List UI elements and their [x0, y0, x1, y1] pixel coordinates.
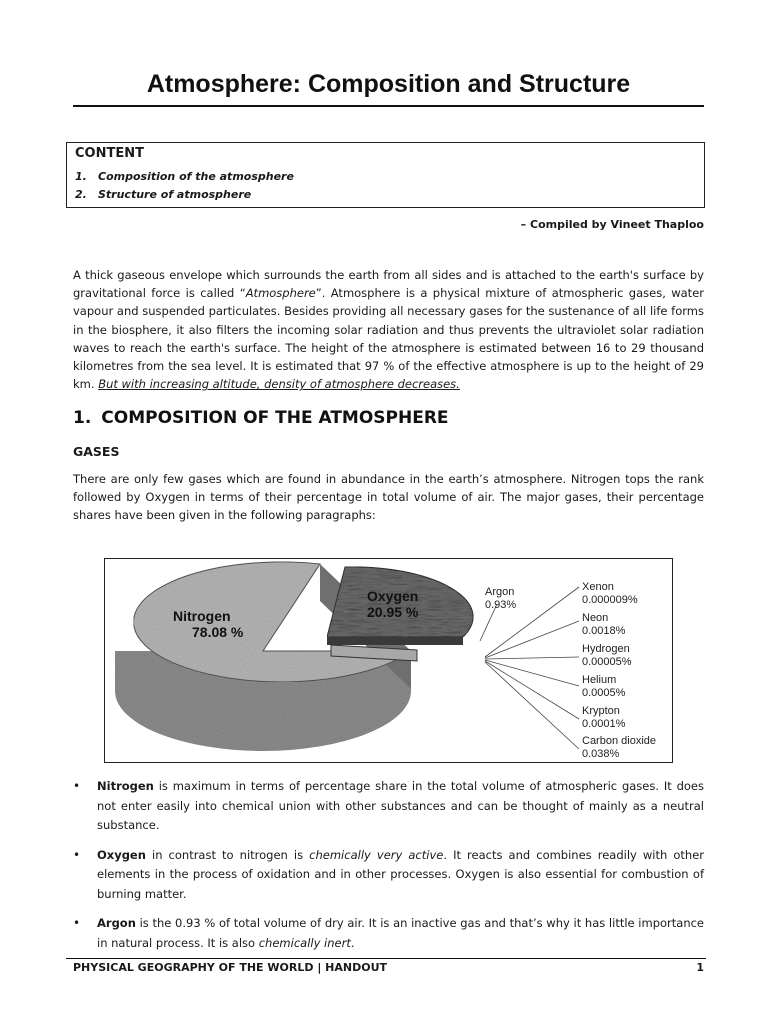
intro-paragraph [73, 266, 704, 393]
intro-text-2: ”. Atmosphere is a physical mixture of atmospheric gases, water vapour and suspended particulates. Besides providing all necessary gases for the sustenance of all life forms in the biosphere, it also filters the incoming solar radiation and thus prevents the ultraviolet solar radiation waves to reach the earth's surface. The height of the atmosphere is estimated between 16 to 29 thousand kilometres from the sea level. It is estimated that 97 % of the effective atmosphere is up to the height of 29 km. [73, 286, 704, 392]
subsection-heading: GASES [73, 444, 120, 459]
page-title: Atmosphere: Composition and Structure [146, 70, 631, 98]
content-item-number: 1. [75, 170, 87, 183]
title-underline [73, 105, 704, 107]
pie-label-xenon-name: Xenon [582, 581, 614, 593]
bullet-text: is maximum in terms of percentage share in the total volume of atmospheric gases. It does not enter easily into chemical union with other substances and can be thought of mainly as a neutral substance. [97, 779, 704, 832]
leader-lines [480, 587, 579, 749]
pie-label-xenon-value: 0.000009% [582, 594, 638, 606]
section-number: 1. [73, 408, 92, 428]
page-number: 1 [696, 961, 704, 974]
pie-label-neon-name: Neon [582, 612, 609, 624]
pie-label-hydrogen-value: 0.00005% [582, 656, 632, 668]
pie-label-oxygen-value: 20.95 % [367, 604, 419, 620]
gas-bullet-list [73, 777, 704, 963]
author-credit: – Compiled by Vineet Thaploo [520, 218, 704, 231]
pie-label-co2-value: 0.038% [582, 748, 620, 760]
pie-label-nitrogen-value: 78.08 % [192, 624, 244, 640]
bullet-term: Argon [97, 916, 136, 930]
pie-label-argon-name: Argon [485, 586, 515, 598]
content-item-label: Composition of the atmosphere [98, 170, 294, 183]
pie-chart-svg [105, 559, 672, 762]
pie-label-argon-value: 0.93% [485, 599, 517, 611]
gases-paragraph: There are only few gases which are found in abundance in the earth’s atmosphere. Nitrogen tops the rank followed by Oxygen in terms of their percentage in total volume of air. The major gases, their percentage shares have been given in the following paragraphs: [73, 472, 704, 523]
pie-label-co2-name: Carbon dioxide [582, 735, 656, 747]
bullet-dot: • [73, 779, 81, 793]
list-item [73, 914, 704, 953]
bullet-text: in contrast to nitrogen is [145, 847, 310, 862]
intro-text-1: A thick gaseous envelope which surrounds the earth from all sides and is attached to the earth's surface by gravitational force is called “ [73, 268, 704, 301]
pie-label-neon-value: 0.0018% [582, 625, 626, 637]
list-item [73, 846, 704, 905]
bullet-emphasis: chemically inert [258, 935, 351, 950]
oxygen-slice-side [327, 637, 463, 645]
content-item [75, 186, 696, 204]
pie-label-hydrogen-name: Hydrogen [582, 643, 630, 655]
pie-label-krypton-name: Krypton [582, 705, 620, 717]
content-item-label: Structure of atmosphere [98, 188, 252, 201]
pie-label-helium-value: 0.0005% [582, 687, 626, 699]
bullet-dot: • [73, 916, 81, 930]
bullet-term: Nitrogen [97, 779, 154, 793]
content-item [75, 168, 696, 186]
intro-underlined-note: But with increasing altitude, density of atmosphere decreases. [98, 377, 460, 392]
bullet-dot: • [73, 847, 81, 862]
content-item-number: 2. [75, 188, 87, 201]
pie-label-oxygen-name: Oxygen [367, 588, 419, 604]
bullet-text: . It reacts and combines readily with other elements in the process of oxidation and in other processes. Oxygen is also essential for combustion of burning matter. [97, 847, 704, 901]
bullet-text: is the 0.93 % of total volume of dry air. It is an inactive gas and that’s why it has little importance in natural process. It is also [97, 916, 704, 950]
bullet-text: . [350, 935, 355, 950]
content-heading: CONTENT [75, 146, 144, 161]
pie-label-helium-name: Helium [582, 674, 617, 686]
footer-rule [66, 958, 706, 959]
intro-term: Atmosphere [245, 286, 316, 301]
section-heading [73, 408, 449, 428]
pie-label-krypton-value: 0.0001% [582, 718, 626, 730]
list-item [73, 777, 704, 836]
footer-title: PHYSICAL GEOGRAPHY OF THE WORLD | HANDOUT [73, 961, 388, 974]
composition-pie-chart [104, 558, 673, 763]
bullet-term: Oxygen [97, 847, 146, 862]
pie-label-nitrogen-name: Nitrogen [173, 608, 231, 624]
section-title: COMPOSITION OF THE ATMOSPHERE [101, 408, 449, 428]
content-box [66, 142, 705, 208]
bullet-emphasis: chemically very active [309, 847, 444, 862]
